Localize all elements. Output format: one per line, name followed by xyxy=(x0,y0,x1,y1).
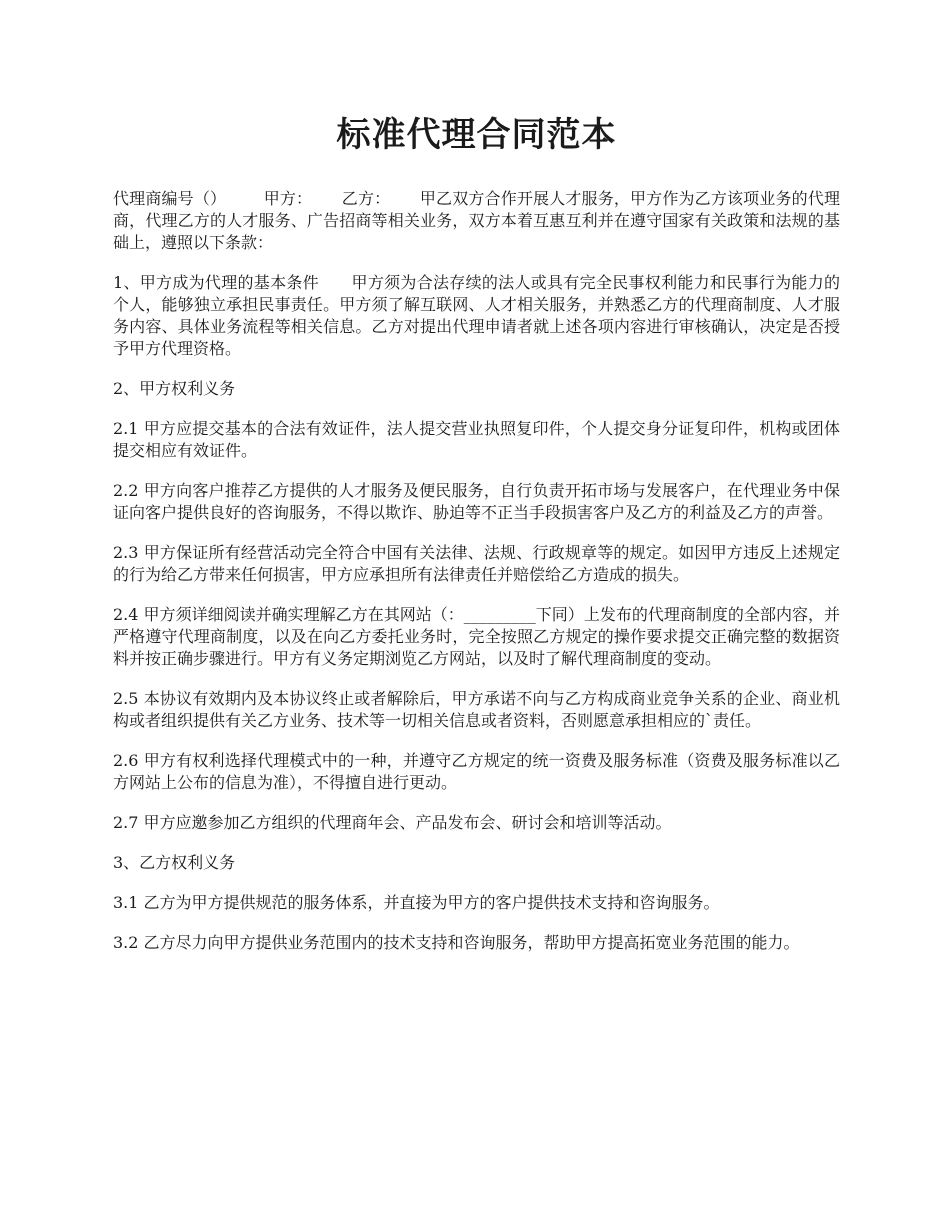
clause-3-1-paragraph: 3.1 乙方为甲方提供规范的服务体系，并直接为甲方的客户提供技术支持和咨询服务。 xyxy=(113,893,720,912)
clause-2-1-paragraph: 2.1 甲方应提交基本的合法有效证件，法人提交营业执照复印件，个人提交身分证复印件，机构或团体提交相应有效证件。 xyxy=(113,419,840,460)
clause-2-7-paragraph: 2.7 甲方应邀参加乙方组织的代理商年会、产品发布会、研讨会和培训等活动。 xyxy=(113,813,672,832)
clause-2-6-paragraph: 2.6 甲方有权利选择代理模式中的一种，并遵守乙方规定的统一资费及服务标准（资费及服务标准以乙方网站上公布的信息为准），不得擅自进行更动。 xyxy=(113,751,840,792)
clause-2-2-paragraph: 2.2 甲方向客户推荐乙方提供的人才服务及便民服务，自行负责开拓市场与发展客户，在代理业务中保证向客户提供良好的咨询服务，不得以欺诈、胁迫等不正当手段损害客户及乙方的利益及乙方的声誉。 xyxy=(113,481,840,522)
clause-2-3-paragraph: 2.3 甲方保证所有经营活动完全符合中国有关法律、法规、行政规章等的规定。如因甲方违反上述规定的行为给乙方带来任何损害，甲方应承担所有法律责任并赔偿给乙方造成的损失。 xyxy=(113,543,840,584)
section-2-heading: 2、甲方权利义务 xyxy=(113,379,236,398)
clause-1-paragraph: 1、甲方成为代理的基本条件 甲方须为合法存续的法人或具有完全民事权利能力和民事行为能力的个人，能够独立承担民事责任。甲方须了解互联网、人才相关服务，并熟悉乙方的代理商制度、人才服务内容、具体业务流程等相关信息。乙方对提出代理申请者就上述各项内容进行审核确认，决定是否授予甲方代理资格。 xyxy=(113,273,840,358)
clause-2-4-paragraph: 2.4 甲方须详细阅读并确实理解乙方在其网站（：_________下同）上发布的代理商制度的全部内容，并严格遵守代理商制度，以及在向乙方委托业务时，完全按照乙方规定的操作要求提交正确完整的数据资料并按正确步骤进行。甲方有义务定期浏览乙方网站，以及时了解代理商制度的变动。 xyxy=(113,605,840,668)
document-title: 标准代理合同范本 xyxy=(336,115,617,155)
section-3-heading: 3、乙方权利义务 xyxy=(113,853,236,872)
document-page xyxy=(113,112,840,972)
clause-3-2-paragraph: 3.2 乙方尽力向甲方提供业务范围内的技术支持和咨询服务，帮助甲方提高拓宽业务范围的能力。 xyxy=(113,933,800,952)
clause-2-5-paragraph: 2.5 本协议有效期内及本协议终止或者解除后，甲方承诺不向与乙方构成商业竞争关系的企业、商业机构或者组织提供有关乙方业务、技术等一切相关信息或者资料，否则愿意承担相应的`责任。 xyxy=(113,689,840,730)
intro-paragraph: 代理商编号（） 甲方： 乙方： 甲乙双方合作开展人才服务，甲方作为乙方该项业务的代理商，代理乙方的人才服务、广告招商等相关业务，双方本着互惠互利并在遵守国家有关政策和法规的基础上，遵照以下条款： xyxy=(113,189,840,252)
